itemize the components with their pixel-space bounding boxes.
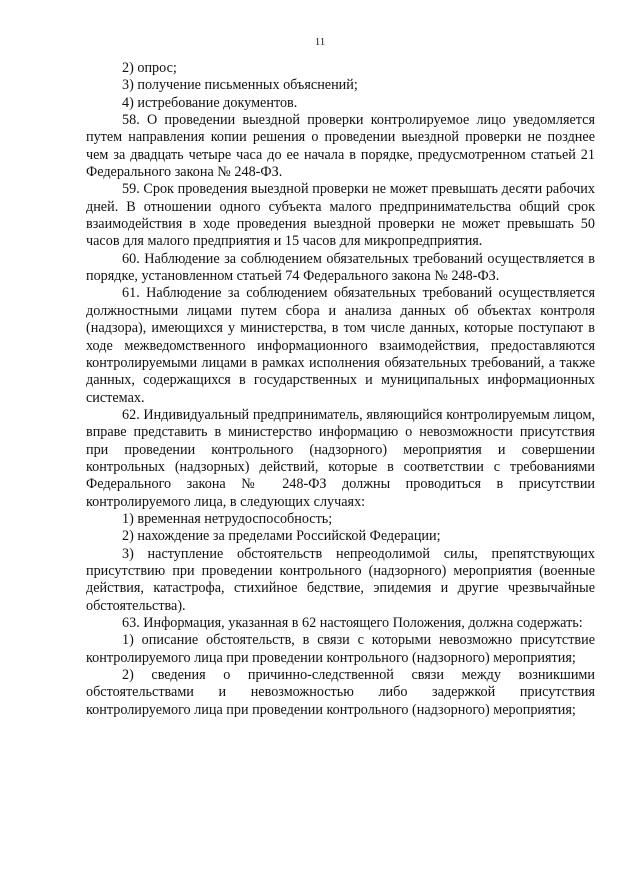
- paragraph-63: 63. Информация, указанная в 62 настоящего Положения, должна содержать:: [122, 615, 583, 631]
- paragraph-59: 59. Срок проведения выездной проверки не может превышать десяти рабочих дней. В отношении одного субъекта малого предпринимательства общий срок взаимодействия в ходе проведения выездной проверки не может превышать 50 часов для малого предприятия и 15 часов для микропредприятия.: [86, 181, 595, 250]
- page-number: 11: [314, 36, 326, 48]
- list-item-abroad: 2) нахождение за пределами Российской Федерации;: [122, 528, 441, 545]
- list-item-documents: 4) истребование документов.: [122, 94, 298, 111]
- document-body: [86, 60, 595, 719]
- paragraph-60: 60. Наблюдение за соблюдением обязательных требований осуществляется в порядке, установленном статьей 74 Федерального закона № 248-ФЗ.: [86, 250, 595, 285]
- list-item-disability: 1) временная нетрудоспособность;: [122, 510, 333, 527]
- paragraph-58: 58. О проведении выездной проверки контролируемое лицо уведомляется путем направления копии решения о проведении выездной проверки не позднее чем за двадцать четыре часа до ее начала в порядке, предусмотренном статьей 21 Федерального закона № 248-ФЗ.: [86, 112, 595, 181]
- list-item-force-majeure: 3) наступление обстоятельств непреодолимой силы, препятствующих присутствию при проведении контрольного (надзорного) мероприятия (военные действия, катастрофа, стихийное бедствие, эпидемия и другие чрезвычайные обстоятельства).: [86, 545, 595, 614]
- list-item-causal-link: 2) сведения о причинно-следственной связи между возникшими обстоятельствами и невозможностью либо задержкой присутствия контролируемого лица при проведении контрольного (надзорного) мероприятия;: [86, 667, 595, 718]
- list-item-explanations: 3) получение письменных объяснений;: [122, 77, 358, 94]
- list-item-circumstances: 1) описание обстоятельств, в связи с которыми невозможно присутствие контролируемого лица при проведении контрольного (надзорного) мероприятия;: [86, 632, 595, 666]
- paragraph-61: 61. Наблюдение за соблюдением обязательных требований осуществляется должностными лицами путем сбора и анализа данных об объектах контроля (надзора), имеющихся у министерства, в том числе данных, которые поступают в ходе межведомственного информационного взаимодействия, предоставляются контролируемыми лицами в рамках исполнения обязательных требований, а также данных, содержащихся в государственных и муниципальных информационных системах.: [86, 285, 595, 406]
- list-item-opros: 2) опрос;: [122, 60, 177, 76]
- paragraph-62: 62. Индивидуальный предприниматель, являющийся контролируемым лицом, вправе представить в министерство информацию о невозможности присутствия при проведении контрольного (надзорного) мероприятия и совершении контрольных (надзорных) действий, которые в соответствии с требованиями Федерального закона № 248-ФЗ должны проводиться в присутствии контролируемого лица, в следующих случаях:: [86, 406, 595, 510]
